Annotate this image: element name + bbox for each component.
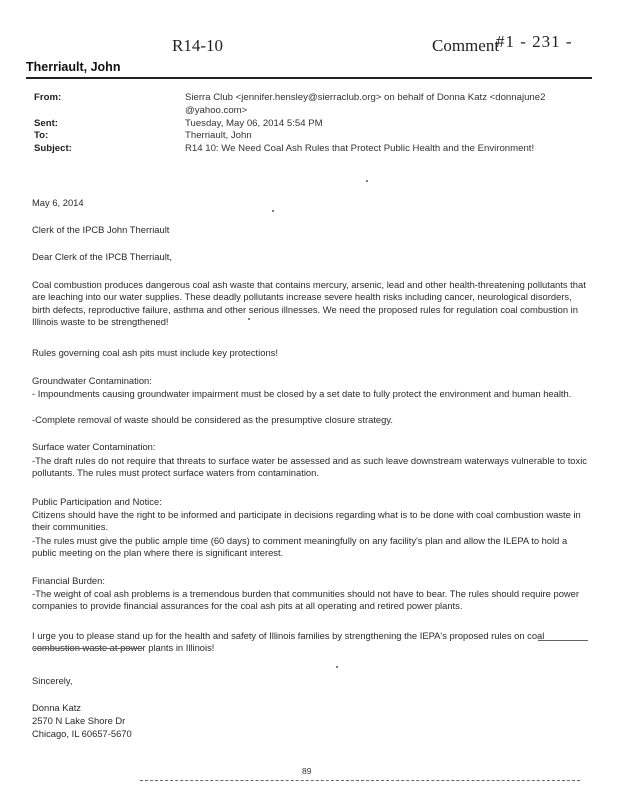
public-participation-point-1: Citizens should have the right to be informed and participate in decisions regarding what is to be done with coal combustion waste in their communities.	[32, 509, 581, 533]
letter-salutation: Dear Clerk of the IPCB Therriault,	[32, 251, 172, 262]
subject-label: Subject:	[34, 143, 72, 154]
signer-address-city: Chicago, IL 60657-5670	[32, 728, 132, 739]
docket-number: R14-10	[172, 36, 223, 55]
sent-label: Sent:	[34, 118, 58, 129]
to-value: Therriault, John	[185, 130, 252, 141]
from-value: Sierra Club <jennifer.hensley@sierraclub.org> on behalf of Donna Katz <donnajune2 @yahoo.com>	[185, 92, 546, 116]
scan-artifact-speck	[272, 210, 274, 212]
letter-date: May 6, 2014	[32, 197, 84, 208]
protections-line: Rules governing coal ash pits must include key protections!	[32, 347, 278, 358]
scan-artifact-speck	[248, 318, 250, 320]
signer-name: Donna Katz	[32, 702, 81, 713]
comment-label: Comment	[432, 36, 500, 55]
financial-burden-point-1: -The weight of coal ash problems is a tremendous burden that communities should not have to bear. The rules should require power companies to provide financial assurances for the coal ash pits at all operating and retired power plants.	[32, 588, 580, 612]
scan-artifact-speck	[336, 666, 338, 668]
letter-recipient: Clerk of the IPCB John Therriault	[32, 224, 170, 235]
header-divider	[26, 77, 592, 79]
to-label: To:	[34, 130, 49, 141]
sent-value: Tuesday, May 06, 2014 5:54 PM	[185, 118, 323, 129]
scan-artifact-speck	[366, 180, 368, 182]
from-label: From:	[34, 92, 62, 103]
scan-artifact-line	[34, 648, 144, 649]
mailbox-owner-name: Therriault, John	[26, 60, 121, 74]
financial-burden-heading: Financial Burden:	[32, 575, 105, 586]
comment-number: #1 - 231 -	[496, 32, 573, 51]
surface-water-point-1: -The draft rules do not require that threats to surface water be assessed and as such leave downstream waterways vulnerable to toxic pollutants. The rules must protect surface waters from contamination.	[32, 455, 587, 479]
groundwater-point-1: - Impoundments causing groundwater impairment must be closed by a set date to fully protect the environment and human health.	[32, 388, 572, 399]
closing-paragraph: I urge you to please stand up for the health and safety of Illinois families by strengthening the IEPA's proposed rules on coal combustion waste at power plants in Illinois!	[32, 630, 545, 654]
signoff: Sincerely,	[32, 675, 73, 686]
page-number: 89	[302, 766, 312, 776]
scan-artifact-line	[538, 640, 588, 641]
groundwater-point-2: -Complete removal of waste should be considered as the presumptive closure strategy.	[32, 414, 393, 425]
groundwater-heading: Groundwater Contamination:	[32, 375, 152, 386]
scan-artifact-line	[140, 780, 580, 781]
signer-address-street: 2570 N Lake Shore Dr	[32, 715, 126, 726]
subject-value: R14 10: We Need Coal Ash Rules that Protect Public Health and the Environment!	[185, 143, 535, 154]
intro-paragraph: Coal combustion produces dangerous coal ash waste that contains mercury, arsenic, lead and other health-threatening pollutants that are leaching into our water supplies. These deadly pollutants increase severe health risks including cancer, neurological disorders, birth defects, reproductive failure, asthma and other serious illnesses. We need the proposed rules for regulation coal combustion in Illinois waste to be strengthened!	[32, 279, 586, 327]
public-participation-point-2: -The rules must give the public ample time (60 days) to comment meaningfully on any facility's plan and allow the ILEPA to hold a public meeting on the plan where there is significant interest.	[32, 535, 568, 559]
surface-water-heading: Surface water Contamination:	[32, 441, 156, 452]
public-participation-heading: Public Participation and Notice:	[32, 496, 162, 507]
